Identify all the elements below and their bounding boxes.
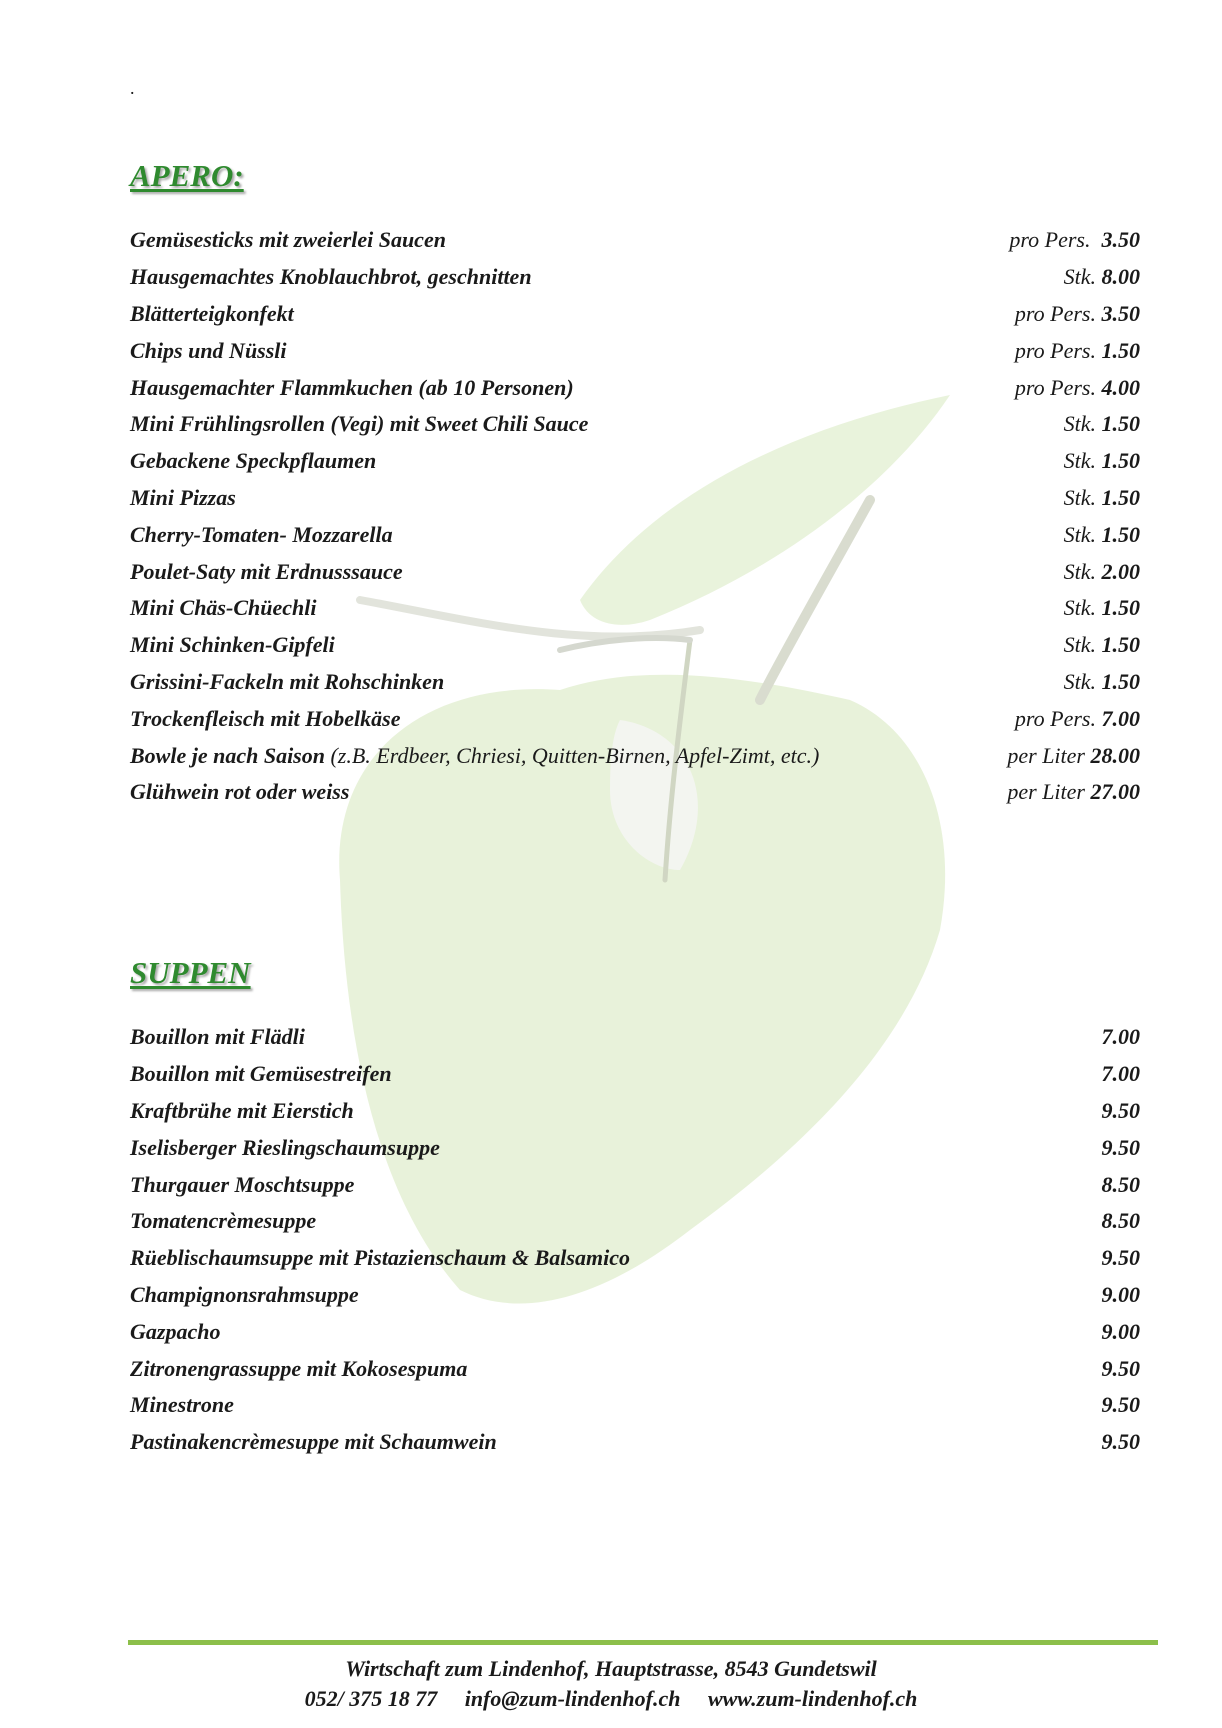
menu-item-unit: per Liter [1007, 779, 1091, 805]
menu-item-price-group [1015, 338, 1140, 364]
menu-item-row [130, 1313, 1140, 1350]
menu-item-price-group [1064, 522, 1140, 548]
menu-item-price-group [1064, 632, 1140, 658]
menu-item-name: Pastinakencrèmesuppe mit Schaumwein [130, 1429, 497, 1455]
menu-item-name: Bouillon mit Gemüsestreifen [130, 1061, 392, 1087]
menu-item-desc [130, 1024, 305, 1050]
menu-item-desc [130, 485, 236, 511]
menu-item-price: 8.00 [1101, 264, 1140, 290]
menu-item-row [130, 443, 1140, 480]
menu-item-name: Gemüsesticks mit zweierlei Saucen [130, 227, 446, 253]
menu-item-unit: pro Pers. [1014, 337, 1102, 363]
menu-item-unit: pro Pers. [1014, 705, 1102, 731]
stray-dot: . [130, 78, 135, 98]
menu-item-note: (z.B. Erdbeer, Chriesi, Quitten-Birnen, Apfel-Zimt, etc.) [324, 742, 820, 768]
menu-item-price: 9.00 [1101, 1318, 1140, 1344]
footer-contact: 052/ 375 18 77 info@zum-lindenhof.ch www.zum-lindenhof.ch [304, 1686, 918, 1711]
menu-item-price: 9.50 [1101, 1429, 1140, 1455]
menu-item-desc [130, 559, 403, 585]
menu-item-desc [130, 1135, 440, 1161]
menu-item-name: Glühwein rot oder weiss [130, 779, 350, 805]
apero-title: APERO: [130, 158, 244, 193]
menu-item-name: Kraftbrühe mit Eierstich [130, 1097, 354, 1123]
menu-item-unit: Stk. [1063, 484, 1102, 510]
menu-item-name: Gazpacho [130, 1318, 221, 1344]
menu-item-name: Bowle je nach Saison [130, 742, 325, 768]
menu-item-desc [130, 1245, 630, 1271]
menu-item-desc [130, 1172, 354, 1198]
menu-item-price: 8.50 [1101, 1208, 1140, 1234]
menu-item-price-group [1064, 411, 1140, 437]
menu-item-price: 1.50 [1101, 595, 1140, 621]
menu-item-desc [130, 1429, 497, 1455]
menu-item-price: 1.50 [1101, 448, 1140, 474]
menu-item-row [130, 480, 1140, 517]
menu-item-desc [130, 522, 393, 548]
menu-item-row [130, 259, 1140, 296]
menu-item-price-group [1102, 1356, 1141, 1382]
menu-item-price: 2.00 [1101, 558, 1140, 584]
menu-item-unit: Stk. [1063, 595, 1102, 621]
menu-item-price-group [1064, 559, 1140, 585]
menu-item-desc [130, 632, 335, 658]
menu-item-price-group [1102, 1061, 1141, 1087]
menu-item-price-group [1015, 375, 1140, 401]
menu-item-price-group [1102, 1024, 1141, 1050]
menu-item-unit: Stk. [1063, 264, 1102, 290]
menu-item-row [130, 700, 1140, 737]
apero-list [130, 222, 1140, 811]
menu-item-price-group [1064, 448, 1140, 474]
menu-item-price: 9.50 [1101, 1097, 1140, 1123]
menu-item-unit: Stk. [1063, 668, 1102, 694]
menu-item-price: 1.50 [1101, 521, 1140, 547]
menu-item-name: Mini Chäs-Chüechli [130, 595, 317, 621]
menu-item-row [130, 1019, 1140, 1056]
menu-item-unit: per Liter [1007, 742, 1091, 768]
menu-item-price: 28.00 [1090, 742, 1140, 768]
menu-item-unit: Stk. [1063, 521, 1102, 547]
menu-item-name: Gebackene Speckpflaumen [130, 448, 377, 474]
menu-item-name: Champignonsrahmsuppe [130, 1281, 359, 1307]
menu-item-unit: Stk. [1063, 558, 1102, 584]
menu-item-row [130, 737, 1140, 774]
menu-item-name: Blätterteigkonfekt [130, 300, 294, 326]
menu-item-row [130, 332, 1140, 369]
menu-item-row [130, 590, 1140, 627]
menu-item-row [130, 664, 1140, 701]
menu-item-unit: Stk. [1063, 411, 1102, 437]
menu-item-price: 4.00 [1101, 374, 1140, 400]
menu-item-desc [130, 448, 376, 474]
menu-item-price: 1.50 [1101, 632, 1140, 658]
menu-item-price: 1.50 [1101, 484, 1140, 510]
menu-item-row [130, 774, 1140, 811]
menu-item-name: Tomatencrèmesuppe [130, 1208, 317, 1234]
menu-item-price-group [1102, 1319, 1141, 1345]
menu-item-desc [130, 779, 349, 805]
menu-item-row [130, 406, 1140, 443]
menu-item-price-group [1102, 1282, 1141, 1308]
menu-item-price: 9.50 [1101, 1355, 1140, 1381]
menu-item-price: 3.50 [1101, 300, 1140, 326]
menu-item-name: Cherry-Tomaten- Mozzarella [130, 521, 393, 547]
menu-item-price-group [1064, 264, 1140, 290]
menu-item-desc [130, 706, 400, 732]
menu-item-price: 1.50 [1101, 337, 1140, 363]
menu-item-unit: pro Pers. [1009, 227, 1102, 253]
menu-item-price-group [1064, 669, 1140, 695]
menu-item-row [130, 1277, 1140, 1314]
menu-item-row [130, 553, 1140, 590]
menu-item-desc [130, 595, 316, 621]
menu-item-price: 8.50 [1101, 1171, 1140, 1197]
menu-item-row [130, 1424, 1140, 1461]
menu-item-price-group [1064, 485, 1140, 511]
menu-item-unit: Stk. [1063, 448, 1102, 474]
menu-item-price-group [1009, 227, 1140, 253]
menu-item-price-group [1102, 1392, 1141, 1418]
menu-item-row [130, 1350, 1140, 1387]
menu-item-desc [130, 227, 446, 253]
menu-item-price-group [1102, 1429, 1141, 1455]
menu-item-price: 9.50 [1101, 1245, 1140, 1271]
menu-item-price-group [1102, 1172, 1141, 1198]
menu-item-name: Mini Schinken-Gipfeli [130, 632, 335, 658]
menu-item-name: Bouillon mit Flädli [130, 1024, 305, 1050]
footer-rule [128, 1640, 1158, 1645]
menu-item-desc [130, 1098, 354, 1124]
menu-item-name: Hausgemachter Flammkuchen (ab 10 Personen) [130, 374, 574, 400]
menu-item-desc [130, 1282, 359, 1308]
menu-item-desc [130, 264, 532, 290]
menu-item-row [130, 516, 1140, 553]
menu-item-unit: pro Pers. [1014, 300, 1102, 326]
suppen-title: SUPPEN [130, 955, 251, 990]
menu-item-name: Trockenfleisch mit Hobelkäse [130, 705, 401, 731]
menu-item-price: 27.00 [1090, 779, 1140, 805]
menu-item-price: 1.50 [1101, 411, 1140, 437]
menu-item-row [130, 627, 1140, 664]
menu-item-desc [130, 1319, 220, 1345]
menu-item-name: Zitronengrassuppe mit Kokosespuma [130, 1355, 468, 1381]
menu-item-price: 9.50 [1101, 1134, 1140, 1160]
menu-item-desc [130, 301, 294, 327]
menu-item-row [130, 1240, 1140, 1277]
menu-item-name: Mini Pizzas [130, 484, 236, 510]
menu-item-desc [130, 375, 574, 401]
menu-item-row [130, 1093, 1140, 1130]
menu-item-desc [130, 1392, 234, 1418]
menu-item-desc [130, 669, 444, 695]
menu-item-row [130, 296, 1140, 333]
menu-item-row [130, 1166, 1140, 1203]
menu-item-price-group [1064, 595, 1140, 621]
menu-item-name: Minestrone [130, 1392, 234, 1418]
menu-item-desc [130, 411, 588, 437]
menu-item-name: Mini Frühlingsrollen (Vegi) mit Sweet Chili Sauce [130, 411, 589, 437]
menu-item-name: Iselisberger Rieslingschaumsuppe [130, 1134, 440, 1160]
menu-item-desc [130, 1061, 392, 1087]
menu-item-price: 7.00 [1101, 1061, 1140, 1087]
menu-item-name: Poulet-Saty mit Erdnusssauce [130, 558, 403, 584]
menu-item-name: Thurgauer Moschtsuppe [130, 1171, 355, 1197]
menu-item-price: 1.50 [1101, 668, 1140, 694]
menu-item-desc [130, 743, 819, 769]
menu-item-price-group [1102, 1135, 1141, 1161]
footer-address: Wirtschaft zum Lindenhof, Hauptstrasse, 8543 Gundetswil [345, 1656, 877, 1681]
menu-item-price: 7.00 [1101, 1024, 1140, 1050]
menu-item-name: Chips und Nüssli [130, 337, 287, 363]
menu-item-row [130, 369, 1140, 406]
menu-item-row [130, 1056, 1140, 1093]
menu-item-name: Grissini-Fackeln mit Rohschinken [130, 668, 445, 694]
menu-item-price: 7.00 [1101, 705, 1140, 731]
menu-item-price-group [1007, 779, 1140, 805]
menu-item-price-group [1015, 706, 1140, 732]
menu-item-name: Hausgemachtes Knoblauchbrot, geschnitten [130, 264, 532, 290]
menu-item-price: 3.50 [1101, 227, 1140, 253]
menu-item-unit: Stk. [1063, 632, 1102, 658]
menu-item-unit: pro Pers. [1014, 374, 1102, 400]
menu-item-desc [130, 1356, 467, 1382]
menu-item-row [130, 222, 1140, 259]
menu-item-desc [130, 1208, 316, 1234]
menu-item-price-group [1102, 1245, 1141, 1271]
menu-item-price-group [1102, 1208, 1141, 1234]
menu-item-desc [130, 338, 287, 364]
menu-item-row [130, 1129, 1140, 1166]
menu-item-row [130, 1203, 1140, 1240]
suppen-list [130, 1019, 1140, 1461]
menu-item-row [130, 1387, 1140, 1424]
menu-item-price: 9.50 [1101, 1392, 1140, 1418]
menu-item-price-group [1007, 743, 1140, 769]
menu-item-name: Rüeblischaumsuppe mit Pistazienschaum & Balsamico [130, 1245, 630, 1271]
menu-item-price-group [1015, 301, 1140, 327]
menu-item-price-group [1102, 1098, 1141, 1124]
menu-item-price: 9.00 [1101, 1281, 1140, 1307]
